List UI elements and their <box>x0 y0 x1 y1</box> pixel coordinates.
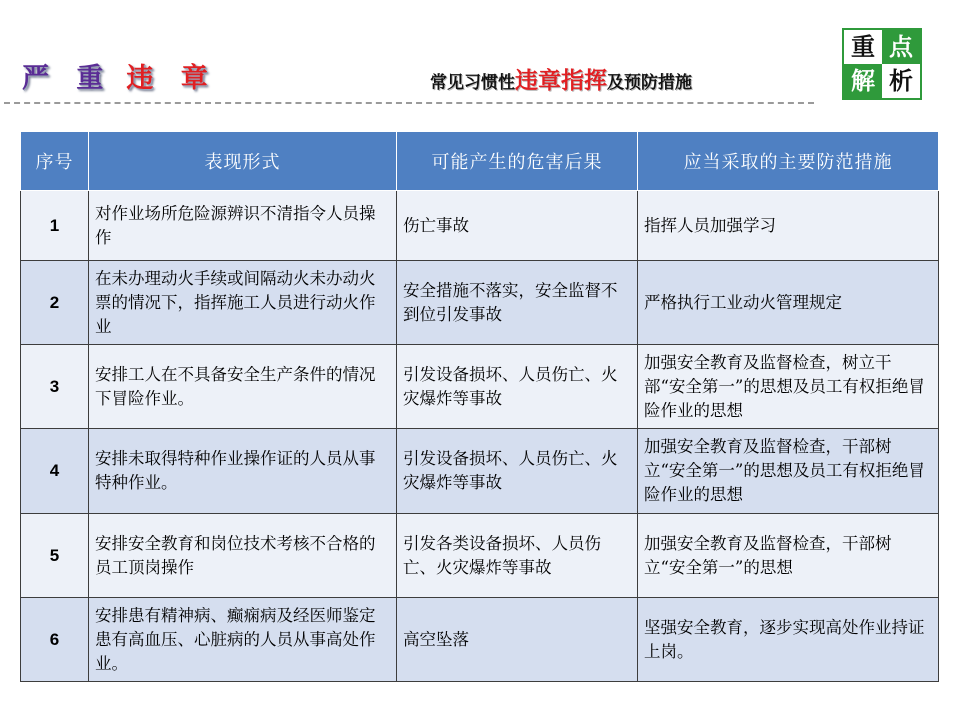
badge-char-2: 点 <box>882 30 920 64</box>
row-measure: 坚强安全教育，逐步实现高处作业持证上岗。 <box>638 598 939 682</box>
key-analysis-badge <box>842 28 922 100</box>
header-seq: 序号 <box>21 132 89 191</box>
header-harm: 可能产生的危害后果 <box>397 132 638 191</box>
row-measure: 加强安全教育及监督检查，树立干部“安全第一”的思想及员工有权拒绝冒险作业的思想 <box>638 345 939 429</box>
row-harm: 引发设备损坏、人员伤亡、火灾爆炸等事故 <box>397 429 638 514</box>
header-measure: 应当采取的主要防范措施 <box>638 132 939 191</box>
header-divider <box>4 102 814 104</box>
row-form: 安排患有精神病、癫痫病及经医师鉴定患有高血压、心脏病的人员从事高处作业。 <box>89 598 397 682</box>
row-number: 2 <box>21 261 89 345</box>
row-form: 安排工人在不具备安全生产条件的情况下冒险作业。 <box>89 345 397 429</box>
row-number: 4 <box>21 429 89 514</box>
row-form: 安排未取得特种作业操作证的人员从事特种作业。 <box>89 429 397 514</box>
row-form: 对作业场所危险源辨识不清指令人员操作 <box>89 191 397 261</box>
row-number: 5 <box>21 514 89 598</box>
subtitle-prefix: 常见习惯性 <box>430 73 515 93</box>
subtitle-highlight: 违章指挥 <box>515 68 607 94</box>
row-measure: 加强安全教育及监督检查，干部树立“安全第一”的思想及员工有权拒绝冒险作业的思想 <box>638 429 939 514</box>
row-number: 3 <box>21 345 89 429</box>
row-measure: 严格执行工业动火管理规定 <box>638 261 939 345</box>
row-harm: 高空坠落 <box>397 598 638 682</box>
table-row <box>21 514 939 598</box>
row-harm: 引发各类设备损坏、人员伤亡、火灾爆炸等事故 <box>397 514 638 598</box>
row-harm: 安全措施不落实，安全监督不到位引发事故 <box>397 261 638 345</box>
slide-subtitle <box>430 62 692 95</box>
row-harm: 引发设备损坏、人员伤亡、火灾爆炸等事故 <box>397 345 638 429</box>
row-measure: 加强安全教育及监督检查，干部树立“安全第一”的思想 <box>638 514 939 598</box>
row-number: 1 <box>21 191 89 261</box>
row-form: 安排安全教育和岗位技术考核不合格的员工顶岗操作 <box>89 514 397 598</box>
brand-part-2: 违 章 <box>126 63 217 94</box>
row-harm: 伤亡事故 <box>397 191 638 261</box>
row-measure: 指挥人员加强学习 <box>638 191 939 261</box>
table-header-row <box>21 132 939 191</box>
badge-char-4: 析 <box>882 64 920 98</box>
violation-table <box>20 131 939 682</box>
subtitle-suffix: 及预防措施 <box>607 73 692 93</box>
table-row <box>21 345 939 429</box>
table-row <box>21 261 939 345</box>
badge-char-3: 解 <box>844 64 882 98</box>
table-row <box>21 429 939 514</box>
header-form: 表现形式 <box>89 132 397 191</box>
badge-char-1: 重 <box>844 30 882 64</box>
row-number: 6 <box>21 598 89 682</box>
table-row <box>21 191 939 261</box>
slide-brand-title <box>22 56 217 95</box>
slide-header <box>0 0 960 108</box>
brand-part-1: 严 重 <box>22 63 113 94</box>
row-form: 在未办理动火手续或间隔动火未办动火票的情况下，指挥施工人员进行动火作业 <box>89 261 397 345</box>
table-row <box>21 598 939 682</box>
